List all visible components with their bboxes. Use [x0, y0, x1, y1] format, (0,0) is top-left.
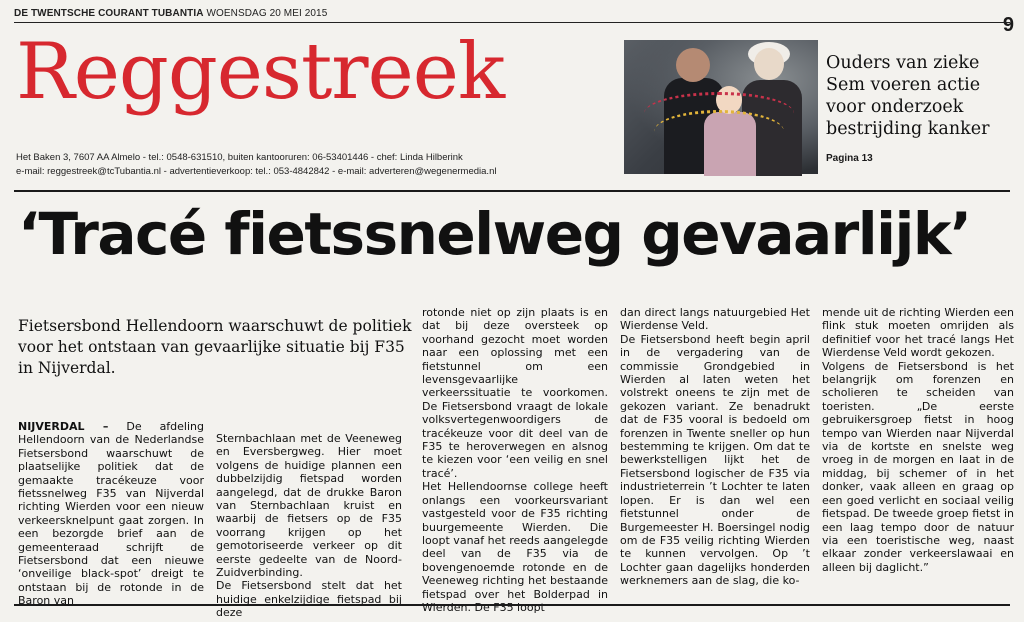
teaser-photo[interactable]	[624, 40, 818, 174]
top-divider	[14, 22, 1010, 23]
dateline: NIJVERDAL –	[18, 420, 109, 433]
section-contact	[16, 151, 616, 179]
teaser-page-ref[interactable]: Pagina 13	[826, 153, 873, 164]
body-text: De Fietsersbond stelt dat het huidige enkelzijdige fietspad bij deze	[216, 579, 402, 620]
contact-line-2: e-mail: reggestreek@tcTubantia.nl - advertentieverkoop: tel.: 053-4842842 - e-mail: adverteren@wegenermedia.nl	[16, 166, 497, 177]
article-column-3	[422, 306, 608, 614]
bead-chain	[654, 110, 784, 153]
body-text: De afdeling Hellendoorn van de Nederlandse Fietsersbond waarschuwt de plaatselijke politiek dat de gemaakte tracékeuze voor fietssnelweg F35 van Nijverdal richting Wierden voor een nieuw verkeersknelpunt gaat zorgen. In een bezorgde brief aan de gemeenteraad schrijft de Fietsersbond dat een nieuwe ‘onveilige black-spot’ dreigt te ontstaan bij de rotonde in de Baron van	[18, 420, 204, 608]
person-figure	[754, 48, 784, 80]
masthead	[14, 8, 327, 19]
person-figure	[676, 48, 710, 82]
section-title: Reggestreek	[16, 27, 505, 117]
body-text: Volgens de Fietsersbond is het belangrijk om forenzen en scholieren te scheiden van toeristen. „De eerste gebruikersgroep fietst in hoog tempo van Wierden naar Nijverdal via de kortste en snelste weg vroeg in de morgen en laat in de middag, bij schemer of in het donker, vaak alleen en graag op een goed verlicht en sociaal veilig fietspad. De tweede groep fietst in een laag tempo door de natuur via een toeristische weg, naast elkaar zonder verkeerslawaai en alleen bij daglicht.”	[822, 359, 1014, 574]
body-text: mende uit de richting Wierden een flink stuk moeten omrijden als definitief voor het tracé langs Het Wierdense Veld wordt gekozen.	[822, 306, 1014, 360]
bottom-divider	[14, 604, 1010, 606]
paper-name: DE TWENTSCHE COURANT TUBANTIA	[14, 8, 204, 19]
body-text: rotonde niet op zijn plaats is en dat bij deze oversteek op voorhand gezocht moet worden naar een oplossing met een fietstunnel om een levensgevaarlijke verkeerssituatie te voorkomen. De Fietsersbond vraagt de lokale volksvertegenwoordigers de tracékeuze voor dit deel van de F35 te heroverwegen en alsnog te kiezen voor ‘een veilig en snel tracé’.	[422, 306, 608, 480]
issue-date: WOENSDAG 20 MEI 2015	[206, 8, 328, 19]
article-column-5	[822, 306, 1014, 596]
article-column-4	[620, 306, 810, 596]
article-intro: Fietsersbond Hellendoorn waarschuwt de politiek voor het ontstaan van gevaarlijke situatie bij F35 in Nijverdal.	[18, 317, 412, 377]
contact-line-1: Het Baken 3, 7607 AA Almelo - tel.: 0548-631510, buiten kantooruren: 06-53401446 - chef: Linda Hilberink	[16, 152, 463, 163]
article-headline: ‘Tracé fietssnelweg gevaarlijk’	[18, 200, 971, 268]
body-text: dan direct langs natuurgebied Het Wierdense Veld.	[620, 306, 810, 333]
article-column-1	[18, 420, 204, 608]
page-number: 9	[1002, 14, 1014, 36]
teaser-headline[interactable]: Ouders van zieke Sem voeren actie voor onderzoek bestrijding kanker	[826, 53, 990, 139]
body-text: Sternbachlaan met de Veeneweg en Eversbergweg. Hier moet volgens de huidige plannen een dubbelzijdig fietspad worden aangelegd, dat de drukke Baron van Sternbachlaan kruist en waarbij de fietsers op de F35 voorrang krijgen op het gemotoriseerde verkeer op dit eerste gedeelte van de Noord-Zuidverbinding.	[216, 432, 402, 580]
article-column-2	[216, 432, 402, 620]
body-text: De Fietsersbond heeft begin april in de vergadering van de commissie Grondgebied in Wierden al laten weten het volstrekt oneens te zijn met de gekozen variant. Ze benadrukt dat de F35 vooral is bedoeld om forenzen in Twente sneller op hun bestemming te krijgen. Om dat te bewerkstelligen lijkt het de Fietsersbond logischer de F35 via industrieterrein ’t Lochter te laten lopen. Er is dan wel een fietstunnel onder de Burgemeester H. Boersingel nodig om de F35 veilig richting Wierden te kunnen vervolgen. Op ’t Lochter gaan dagelijks honderden werknemers aan de slag, die ko-	[620, 332, 810, 588]
body-text: Het Hellendoornse college heeft onlangs een voorkeursvariant vastgesteld voor de F35 richting buurgemeente Wierden. Die loopt vanaf het reeds aangelegde deel van de F35 via de bovengenoemde rotonde en de Veeneweg richting het bestaande fietspad over het Bolderpad in Wierden. De F35 loopt	[422, 480, 608, 614]
